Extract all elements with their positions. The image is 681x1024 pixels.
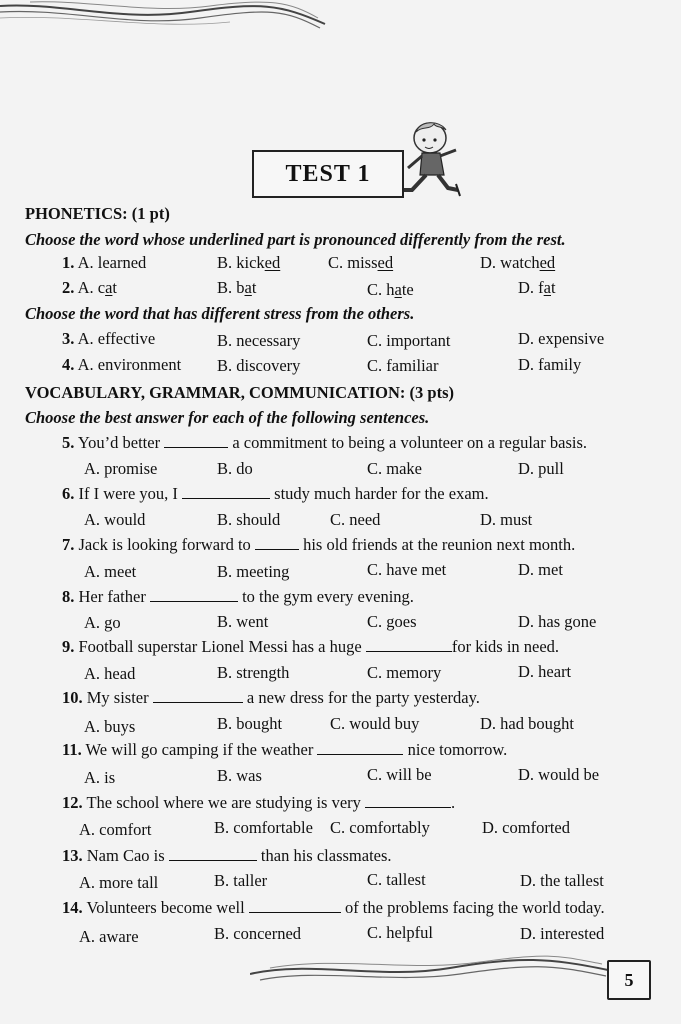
question-12-stem: 12. The school where we are studying is very . [62,793,456,812]
question-1-option-b: B. kicked [217,253,281,272]
question-11-option-a: A. is [84,768,116,787]
question-4-option-d: D. family [518,355,582,374]
page-number: 5 [607,960,651,1000]
answer-blank[interactable] [366,637,452,652]
question-1-option-a: 1. A. learned [62,253,147,272]
question-4-option-c: C. familiar [367,356,439,375]
question-3-option-d: D. expensive [518,329,605,348]
question-2-option-b: B. bat [217,278,257,297]
question-8-option-d: D. has gone [518,612,597,631]
question-11-option-d: D. would be [518,765,600,784]
question-11-option-b: B. was [217,766,262,785]
question-7-option-b: B. meeting [217,562,290,581]
question-1-option-c: C. missed [328,253,394,272]
answer-blank[interactable] [182,484,270,499]
question-7-option-a: A. meet [84,562,137,581]
question-5-option-d: D. pull [518,459,564,478]
question-13-option-c: C. tallest [367,870,426,889]
question-11-option-c: C. will be [367,765,432,784]
question-13-stem: 13. Nam Cao is than his classmates. [62,846,392,865]
question-9-option-d: D. heart [518,662,572,681]
phonetics-instruction-2: Choose the word that has different stress from the others. [25,304,415,323]
question-9-option-a: A. head [84,664,136,683]
answer-blank[interactable] [153,688,243,703]
answer-blank[interactable] [249,898,341,913]
question-4-option-b: B. discovery [217,356,301,375]
answer-blank[interactable] [255,535,299,550]
answer-blank[interactable] [150,587,238,602]
question-14-option-d: D. interested [520,924,605,943]
question-5-option-c: C. make [367,459,422,478]
answer-blank[interactable] [365,793,451,808]
question-2-option-d: D. fat [518,278,556,297]
question-2-option-c: C. hate [367,280,414,299]
vocabulary-heading: VOCABULARY, GRAMMAR, COMMUNICATION: (3 pts) [25,383,454,402]
question-6-stem: 6. If I were you, I study much harder for the exam. [62,484,489,503]
answer-blank[interactable] [317,740,403,755]
question-10-option-b: B. bought [217,714,283,733]
question-11-stem: 11. We will go camping if the weather nice tomorrow. [62,740,508,759]
question-8-stem: 8. Her father to the gym every evening. [62,587,414,606]
question-6-option-d: D. must [480,510,533,529]
question-10-stem: 10. My sister a new dress for the party yesterday. [62,688,480,707]
question-2-option-a: 2. A. cat [62,278,118,297]
question-5-option-a: A. promise [84,459,158,478]
question-14-option-b: B. concerned [214,924,302,943]
top-swoosh-decoration [0,0,330,40]
test-title: TEST 1 [252,150,404,198]
question-5-option-b: B. do [217,459,253,478]
question-7-stem: 7. Jack is looking forward to his old friends at the reunion next month. [62,535,576,554]
question-7-option-c: C. have met [367,560,447,579]
question-9-stem: 9. Football superstar Lionel Messi has a huge for kids in need. [62,637,560,656]
question-13-option-b: B. taller [214,871,268,890]
question-12-option-a: A. comfort [79,820,152,839]
running-boy-illustration [398,120,468,202]
question-6-option-b: B. should [217,510,281,529]
phonetics-instruction-1: Choose the word whose underlined part is pronounced differently from the rest. [25,230,566,249]
question-12-option-d: D. comforted [482,818,570,837]
question-12-option-c: C. comfortably [330,818,430,837]
question-4-option-a: 4. A. environment [62,355,182,374]
answer-blank[interactable] [169,846,257,861]
question-5-stem: 5. You’d better a commitment to being a volunteer on a regular basis. [62,433,587,452]
question-13-option-a: A. more tall [79,873,159,892]
question-3-option-b: B. necessary [217,331,301,350]
question-8-option-a: A. go [84,613,121,632]
question-14-option-c: C. helpful [367,923,433,942]
question-14-option-a: A. aware [79,927,139,946]
question-10-option-d: D. had bought [480,714,574,733]
question-9-option-b: B. strength [217,663,290,682]
question-10-option-a: A. buys [84,717,136,736]
phonetics-heading: PHONETICS: (1 pt) [25,204,170,223]
question-12-option-b: B. comfortable [214,818,313,837]
question-3-option-c: C. important [367,331,451,350]
question-9-option-c: C. memory [367,663,442,682]
question-8-option-b: B. went [217,612,269,631]
question-8-option-c: C. goes [367,612,417,631]
vocabulary-instruction: Choose the best answer for each of the following sentences. [25,408,430,427]
question-14-stem: 14. Volunteers become well of the problems facing the world today. [62,898,605,917]
question-6-option-c: C. need [330,510,381,529]
question-13-option-d: D. the tallest [520,871,604,890]
question-6-option-a: A. would [84,510,146,529]
question-10-option-c: C. would buy [330,714,420,733]
question-3-option-a: 3. A. effective [62,329,156,348]
bottom-swoosh-decoration [250,950,610,990]
answer-blank[interactable] [164,433,228,448]
question-7-option-d: D. met [518,560,563,579]
question-1-option-d: D. watched [480,253,556,272]
